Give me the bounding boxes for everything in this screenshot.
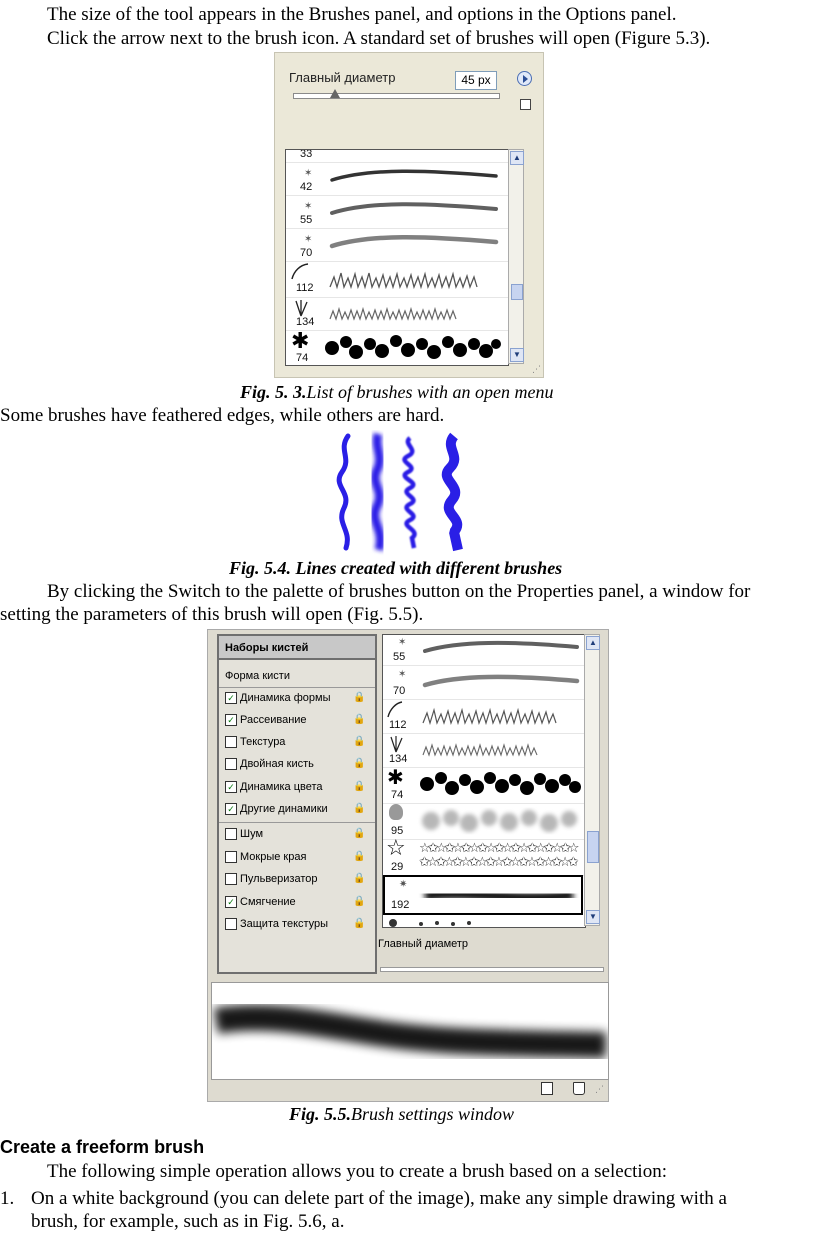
curve-brush-icon — [386, 701, 404, 719]
lock-icon[interactable]: 🔒 — [353, 714, 366, 725]
brush-option-row[interactable] — [225, 712, 371, 728]
list-item[interactable] — [286, 297, 508, 331]
brush-size: 70 — [300, 247, 313, 259]
brush-size: 55 — [300, 214, 313, 226]
brush-option-row[interactable] — [225, 801, 371, 817]
brush-size: 55 — [393, 651, 406, 663]
lock-icon[interactable]: 🔒 — [353, 873, 366, 884]
soft-stroke-preview — [212, 983, 608, 1079]
lock-icon[interactable]: 🔒 — [353, 828, 366, 839]
brush-size: 112 — [296, 282, 314, 294]
panel-footer — [211, 1080, 607, 1098]
brush-size: 134 — [389, 753, 408, 765]
caption-text: Brush settings window — [351, 1104, 515, 1124]
brush-size: 29 — [391, 861, 404, 873]
checkbox-unchecked[interactable] — [225, 873, 237, 885]
figure-5-4-brush-lines — [330, 430, 480, 556]
list-item[interactable] — [383, 835, 585, 876]
brush-options-panel — [217, 634, 377, 974]
brush-tip-icon: ✷ — [399, 879, 408, 890]
diameter-slider-thumb[interactable] — [330, 89, 340, 98]
lock-icon[interactable]: 🔒 — [353, 896, 366, 907]
brush-option-row[interactable] — [225, 756, 371, 772]
brush-option-row[interactable] — [225, 826, 371, 842]
lock-icon[interactable]: 🔒 — [353, 803, 366, 814]
brush-size: 134 — [296, 316, 315, 328]
option-label: Текстура — [240, 736, 286, 748]
list-item[interactable] — [383, 665, 585, 700]
option-label: Динамика цвета — [240, 781, 323, 793]
list-item[interactable] — [286, 162, 508, 196]
list-item[interactable] — [383, 803, 585, 840]
checkbox-checked[interactable]: ✓ — [225, 714, 237, 726]
soft-stroke-preview — [417, 881, 581, 911]
intro-line-1: The size of the tool appears in the Brushes panel, and options in the Options panel. — [47, 4, 677, 25]
stroke-preview — [326, 232, 501, 256]
brush-size: 70 — [393, 685, 406, 697]
stroke-preview — [419, 671, 581, 693]
create-new-brush-icon[interactable] — [541, 1082, 553, 1095]
list-item[interactable] — [286, 261, 508, 298]
brush-option-row[interactable] — [225, 779, 371, 795]
stroke-preview — [326, 166, 501, 190]
brush-size: 33 — [300, 149, 313, 160]
list-item-selected[interactable] — [383, 875, 583, 915]
list-item[interactable] — [286, 330, 508, 366]
brush-tip-icon: ✶ — [398, 669, 407, 680]
star-scatter-preview: ☆✩☆✩☆✩☆✩☆✩☆✩☆✩☆✩☆✩☆ ✩☆✩☆✩☆✩☆✩☆✩☆✩☆✩☆✩☆✩ — [419, 840, 577, 869]
scroll-up-icon[interactable]: ▲ — [586, 636, 600, 650]
diameter-label: Главный диаметр — [289, 70, 396, 85]
blob-brush-icon — [389, 804, 403, 820]
brush-size: 74 — [391, 789, 404, 801]
caption-prefix: Fig. 5. 3. — [240, 382, 307, 402]
diameter-value-field[interactable]: 45 px — [455, 71, 497, 90]
grass-stroke-preview — [419, 739, 581, 761]
brush-list — [382, 634, 586, 928]
option-label: Защита текстуры — [240, 918, 329, 930]
figure-5-5-brush-settings — [207, 629, 609, 1102]
list-item[interactable] — [286, 228, 508, 262]
lock-icon[interactable]: 🔒 — [353, 918, 366, 929]
star-leaf-brush-icon: ✱ — [387, 767, 404, 789]
scroll-up-icon[interactable]: ▲ — [510, 151, 524, 165]
brush-shape-option[interactable]: Форма кисти — [225, 670, 290, 682]
brush-option-row[interactable] — [225, 916, 371, 932]
grass-stroke-preview — [326, 303, 501, 327]
list-item-1-line-2: brush, for example, such as in Fig. 5.6, a. — [31, 1211, 345, 1232]
diameter-slider-track[interactable] — [293, 93, 500, 99]
figure-5-5-caption — [289, 1103, 514, 1125]
brush-presets-button[interactable]: Наборы кистей — [219, 636, 375, 660]
figure-5-4-caption: Fig. 5.4. Lines created with different brushes — [229, 558, 563, 578]
list-item-1-line-1: On a white background (you can delete part of the image), make any simple drawing with a — [31, 1188, 727, 1209]
checkbox-unchecked[interactable] — [225, 758, 237, 770]
grass-brush-icon — [388, 735, 404, 753]
list-item[interactable] — [383, 733, 585, 768]
scroll-thumb[interactable] — [587, 831, 599, 863]
option-label: Двойная кисть — [240, 758, 314, 770]
brush-size: 42 — [300, 181, 313, 193]
checkbox-unchecked[interactable] — [225, 828, 237, 840]
checkbox-unchecked[interactable] — [225, 851, 237, 863]
brush-size: 192 — [391, 899, 410, 911]
checkbox-checked[interactable]: ✓ — [225, 692, 237, 704]
scroll-down-icon[interactable]: ▼ — [510, 348, 524, 362]
lock-icon[interactable]: 🔒 — [353, 851, 366, 862]
curve-brush-icon — [290, 263, 310, 281]
list-item[interactable] — [383, 699, 585, 734]
panel-menu-arrow-button[interactable] — [517, 71, 532, 86]
stroke-preview — [419, 639, 581, 659]
scatter-stroke-preview — [322, 332, 502, 362]
brush-list — [285, 149, 509, 366]
brush-tip-icon: ✶ — [398, 637, 407, 648]
lock-icon[interactable]: 🔒 — [353, 736, 366, 747]
resize-grip-icon[interactable]: ⋰ — [532, 364, 541, 374]
brush-list-scrollbar[interactable] — [584, 634, 600, 926]
trash-icon[interactable] — [573, 1082, 585, 1095]
lock-icon[interactable]: 🔒 — [353, 692, 366, 703]
diameter-label: Главный диаметр — [378, 938, 469, 950]
paragraph-switch-line-2: setting the parameters of this brush will open (Fig. 5.5). — [0, 604, 424, 625]
star-leaf-brush-icon: ✱ — [291, 328, 310, 353]
divider — [219, 687, 375, 688]
checkbox-unchecked[interactable] — [225, 736, 237, 748]
grass-brush-icon — [292, 299, 310, 317]
option-label: Шум — [240, 828, 264, 840]
option-label: Другие динамики — [240, 803, 328, 815]
stroke-preview-pane — [211, 982, 609, 1080]
checkbox-checked[interactable]: ✓ — [225, 896, 237, 908]
option-label: Динамика формы — [240, 692, 331, 704]
brush-tip-icon: ✶ — [304, 201, 313, 212]
brush-option-row[interactable] — [225, 734, 371, 750]
option-label: Мокрые края — [240, 851, 307, 863]
scroll-thumb[interactable] — [511, 284, 523, 300]
intro-line-2: Click the arrow next to the brush icon. A standard set of brushes will open (Figure 5.3). — [47, 28, 711, 49]
diameter-slider-track[interactable] — [380, 967, 604, 972]
paragraph-switch-line-1: By clicking the Switch to the palette of brushes button on the Properties panel, a window for — [47, 581, 751, 602]
list-item[interactable] — [383, 635, 585, 666]
lock-icon[interactable]: 🔒 — [353, 758, 366, 769]
figure-5-3-caption — [240, 381, 554, 403]
list-number: 1. — [0, 1188, 15, 1209]
paragraph-simple-operation: The following simple operation allows you to create a brush based on a selection: — [47, 1161, 667, 1182]
divider — [219, 822, 375, 823]
soft-scatter-preview — [417, 806, 583, 836]
option-label: Смягчение — [240, 896, 296, 908]
stroke-preview — [326, 199, 501, 223]
brush-tip-icon: ✶ — [304, 168, 313, 179]
brush-size: 74 — [296, 352, 309, 364]
list-item[interactable] — [383, 915, 585, 927]
star-brush-icon: ☆ — [386, 835, 406, 860]
section-heading: Create a freeform brush — [0, 1137, 205, 1157]
brush-tip-icon: ✶ — [304, 234, 313, 245]
new-preset-icon[interactable] — [520, 99, 531, 110]
grass-stroke-preview — [419, 703, 581, 729]
checkbox-checked[interactable]: ✓ — [225, 781, 237, 793]
grass-stroke-preview — [326, 265, 501, 293]
option-label: Пульверизатор — [240, 873, 318, 885]
caption-prefix: Fig. 5.5. — [289, 1104, 352, 1124]
resize-grip-icon[interactable]: ⋰ — [595, 1084, 604, 1094]
brush-list-scrollbar[interactable] — [508, 149, 524, 364]
lock-icon[interactable]: 🔒 — [353, 781, 366, 792]
list-item[interactable] — [383, 767, 585, 804]
brush-size: 95 — [391, 825, 404, 837]
brush-option-row[interactable] — [225, 849, 371, 865]
paragraph-feathered: Some brushes have feathered edges, while others are hard. — [0, 405, 445, 426]
figure-5-3-brush-picker — [274, 52, 544, 378]
checkbox-checked[interactable]: ✓ — [225, 803, 237, 815]
scatter-stroke-preview — [417, 769, 583, 799]
brush-option-row[interactable] — [225, 894, 371, 910]
partial-brush-preview — [387, 917, 577, 927]
scroll-down-icon[interactable]: ▼ — [586, 910, 600, 924]
brush-size: 112 — [389, 719, 407, 731]
brush-option-row[interactable] — [225, 690, 371, 706]
caption-text: List of brushes with an open menu — [306, 382, 554, 402]
brush-option-row[interactable] — [225, 871, 371, 887]
list-item[interactable] — [286, 195, 508, 229]
checkbox-unchecked[interactable] — [225, 918, 237, 930]
option-label: Рассеивание — [240, 714, 307, 726]
